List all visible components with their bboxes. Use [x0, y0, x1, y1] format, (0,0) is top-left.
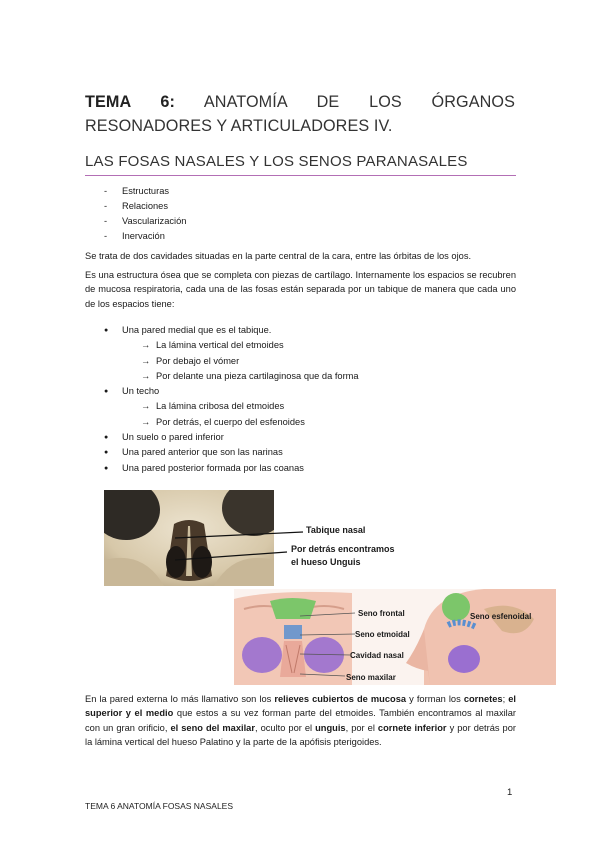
list-item: → La lámina vertical del etmoides — [104, 338, 504, 353]
list-item: - Vascularización — [104, 214, 186, 229]
list-item: - Relaciones — [104, 199, 186, 214]
label-unguis-1: Por detrás encontramos — [291, 544, 395, 554]
arrow-right-icon: → — [141, 370, 151, 381]
page-number: 1 — [507, 787, 513, 798]
label-unguis-2: el hueso Unguis — [291, 557, 361, 567]
list-item: - Estructuras — [104, 184, 186, 199]
section-divider — [85, 175, 516, 176]
label-seno-esfenoidal: Seno esfenoidal — [470, 612, 532, 621]
sinus-leader-lines — [300, 608, 430, 683]
list-item: → La lámina cribosa del etmoides — [104, 399, 504, 414]
arrow-right-icon: → — [141, 355, 151, 366]
label-seno-frontal: Seno frontal — [358, 609, 405, 618]
page-footer: TEMA 6 ANATOMÍA FOSAS NASALES — [85, 801, 234, 811]
list-item: ● Una pared medial que es el tabique. — [104, 323, 504, 338]
paragraph-lateral-wall: En la pared externa lo más llamativo son los relieves cubiertos de mucosa y forman los cornetes; el superior y el medio que estos a su vez forman parte del etmoides. También encontramos al maxilar con un gran orificio, el seno del maxilar, oculto por el unguis, por el cornete inferior y por detrás por la lámina vertical del hueso Palatino y la parte de la apófisis pterigoides. — [85, 694, 516, 747]
arrow-right-icon: → — [141, 416, 151, 427]
section-heading: LAS FOSAS NASALES Y LOS SENOS PARANASALES — [85, 153, 468, 170]
topic-list — [104, 184, 186, 244]
leader-lines — [175, 522, 307, 562]
walls-list — [104, 323, 504, 476]
list-item: → Por debajo el vómer — [104, 354, 504, 369]
list-item: ● Un suelo o pared inferior — [104, 430, 504, 445]
list-item: ● Un techo — [104, 384, 504, 399]
paragraph-intro: Se trata de dos cavidades situadas en la parte central de la cara, entre las órbitas de los ojos. — [85, 251, 472, 261]
label-seno-etmoidal: Seno etmoidal — [355, 630, 410, 639]
arrow-right-icon: → — [141, 401, 151, 412]
page-title: TEMA 6: ANATOMÍA DE LOS ÓRGANOS RESONADORES Y ARTICULADORES IV. — [85, 93, 515, 135]
arrow-right-icon: → — [141, 340, 151, 351]
label-cavidad-nasal: Cavidad nasal — [350, 651, 404, 660]
list-item: → Por delante una pieza cartilaginosa que da forma — [104, 369, 504, 384]
label-seno-maxilar: Seno maxilar — [346, 673, 396, 682]
list-item: - Inervación — [104, 229, 186, 244]
list-item: ● Una pared posterior formada por las coanas — [104, 461, 504, 476]
list-item: ● Una pared anterior que son las narinas — [104, 445, 504, 460]
paragraph-structure: Es una estructura ósea que se completa con piezas de cartílago. Internamente los espacios se recubren de mucosa respiratoria, cada una de las fosas están separada por un tabique de manera que cada uno de los espacios tiene: — [85, 270, 516, 309]
list-item: → Por detrás, el cuerpo del esfenoides — [104, 415, 504, 430]
label-tabique-nasal: Tabique nasal — [306, 525, 366, 535]
